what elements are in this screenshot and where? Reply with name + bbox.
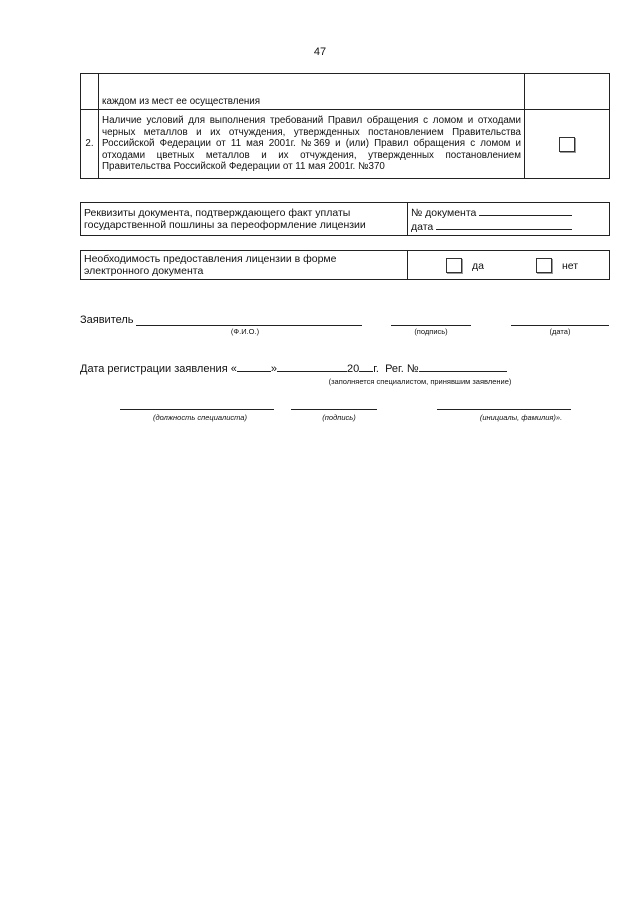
conditions-table — [80, 73, 610, 179]
no-option[interactable] — [536, 258, 578, 273]
applicant-date-line[interactable] — [511, 325, 609, 326]
date-input[interactable] — [436, 219, 572, 230]
row-number-cell — [81, 74, 99, 110]
year-suffix: г. — [373, 363, 379, 375]
reg-number-label: Рег. № — [385, 363, 419, 375]
date-label: дата — [411, 221, 434, 233]
yes-option[interactable] — [446, 258, 484, 273]
year-prefix: 20 — [346, 363, 360, 375]
continued-text: каждом из мест ее осуществления — [99, 74, 525, 110]
applicant-sign-caption: (подпись) — [414, 327, 448, 336]
specialist-position-line[interactable] — [120, 409, 274, 410]
specialist-name-line[interactable] — [437, 409, 571, 410]
registration-prefix: Дата регистрации заявления « — [80, 363, 237, 375]
quote-close: » — [270, 363, 277, 375]
yes-checkbox[interactable] — [446, 258, 462, 273]
reg-month-input[interactable] — [277, 361, 347, 372]
position-caption: (должность специалиста) — [153, 413, 247, 422]
fee-fields — [408, 203, 610, 236]
electronic-label: Необходимость предоставления лицензии в форме электронного документа — [81, 251, 408, 280]
table-row — [81, 110, 610, 179]
reg-number-input[interactable] — [419, 361, 507, 372]
condition-text: Наличие условий для выполнения требований Правил обращения с ломом и отходами черных металлов и их отчуждения, утвержденных постановлением Правительства Российской Федерации от 11 мая 2001г. №369 и (или) Правил обращения с ломом и отходами цветных металлов и их отчуждения, утвержденных постановлением Правительства Российской Федерации от 11 мая 2001г. №370 — [99, 110, 525, 179]
registration-line — [80, 361, 507, 375]
registration-note: (заполняется специалистом, принявшим заявление) — [328, 377, 512, 386]
applicant-date-caption: (дата) — [549, 327, 571, 336]
applicant-sign-line[interactable] — [391, 325, 471, 326]
name-caption: (инициалы, фамилия)». — [479, 413, 563, 422]
reg-year-input[interactable] — [359, 361, 373, 372]
applicant-label: Заявитель — [80, 314, 134, 326]
table-row — [81, 74, 610, 110]
checkbox-cell — [525, 110, 610, 179]
row-number: 2. — [81, 110, 99, 179]
yes-label: да — [472, 259, 484, 272]
fee-table — [80, 202, 610, 236]
checkbox-cell — [525, 74, 610, 110]
electronic-options-cell — [408, 251, 610, 280]
page-number: 47 — [313, 46, 327, 58]
electronic-table — [80, 250, 610, 280]
doc-number-input[interactable] — [479, 205, 572, 216]
reg-day-input[interactable] — [237, 361, 271, 372]
fio-caption: (Ф.И.О.) — [230, 327, 260, 336]
doc-number-label: № документа — [411, 206, 477, 219]
specialist-sign-caption: (подпись) — [322, 413, 356, 422]
no-checkbox[interactable] — [536, 258, 552, 273]
applicant-fio-line[interactable] — [136, 325, 362, 326]
no-label: нет — [562, 259, 579, 272]
specialist-sign-line[interactable] — [291, 409, 377, 410]
fee-label: Реквизиты документа, подтверждающего факт уплаты государственной пошлины за переоформление лицензии — [81, 203, 408, 236]
condition-checkbox[interactable] — [559, 137, 575, 152]
